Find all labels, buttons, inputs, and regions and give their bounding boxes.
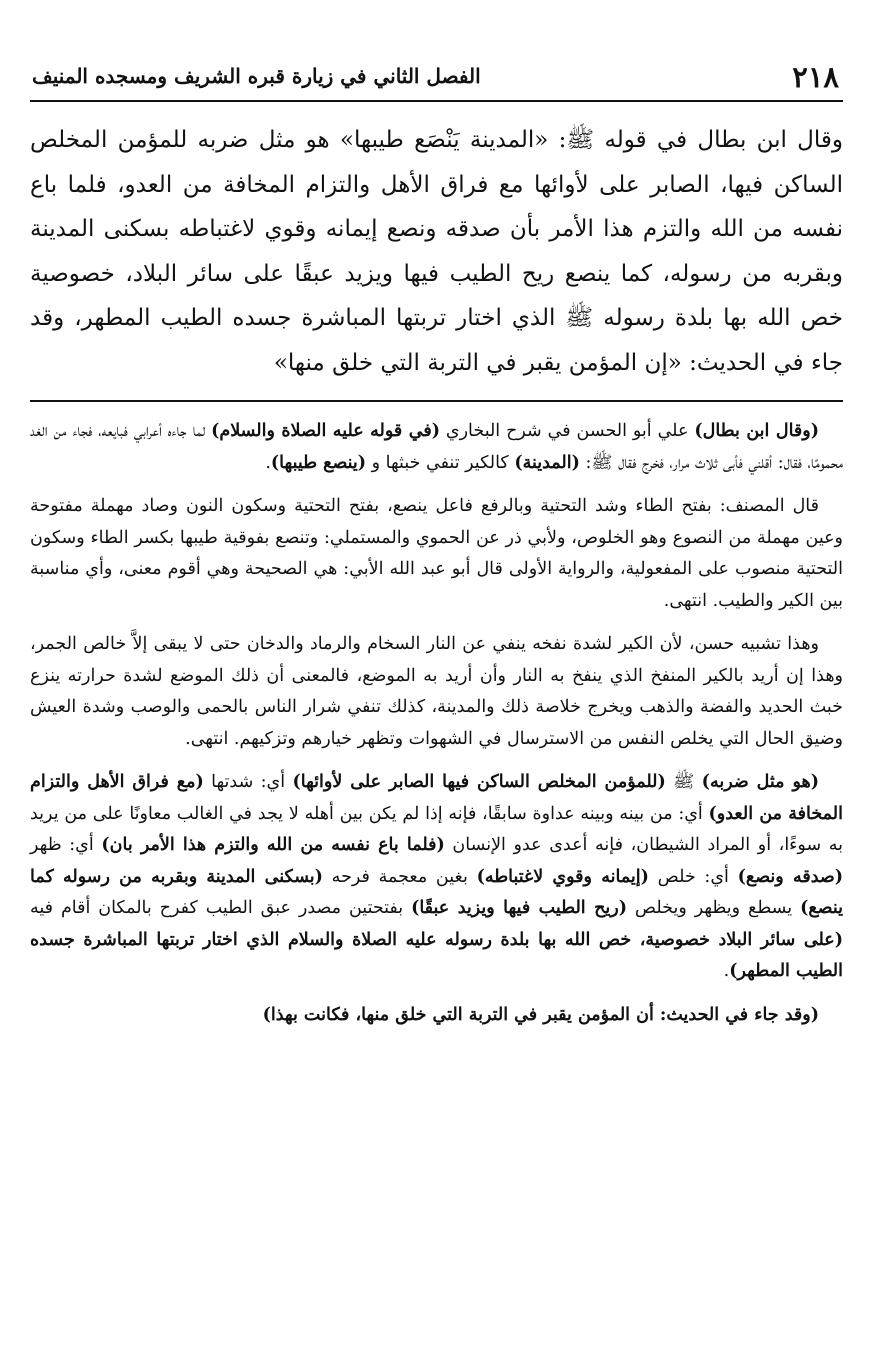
commentary-text: يسطع ويظهر ويخلص [627,898,801,918]
quoted-lemma: (ينصع طيبها) [270,452,367,473]
commentary-text: ﷺ [665,772,702,792]
main-text [30,118,843,385]
commentary-paragraph-3: وهذا تشبيه حسن، لأن الكير لشدة نفخه ينفي عن النار السخام والرماد والدخان حتى لا يبقى إلاَّ خالص الجمر، وهذا إن أريد بالكير المنفخ الذي ينفخ به النار وأن أريد به الموضع، فالمعنى أن ذلك الموضع لشدة حرارته ينزع خبث الحديد والفضة والذهب ويخرج خلاصة ذلك والمدينة، كذلك تنفي شرار الناس بالحمى والوصب وشدة العيش وضيق الحال التي يخلص النفس من الاسترسال في الشهوات وتظهر خيارهم وتزكيهم. انتهى. [30,634,843,749]
commentary-text: بغين معجمة فرحه [322,866,477,887]
quoted-lemma: (في قوله عليه الصلاة والسلام) [211,421,440,441]
commentary [30,416,843,1043]
quoted-lemma: (فلما باع نفسه من الله والتزم هذا الأمر بان) [101,835,445,855]
commentary-text: . [723,961,730,981]
footnote-divider [30,400,843,402]
main-text-paragraph: وقال ابن بطال في قوله ﷺ: «المدينة يَنْصَع طيبها» هو مثل ضربه للمؤمن المخلص الساكن فيها، الصابر على لأوائها مع فراق الأهل والتزام المخافة من العدو، فلما باع نفسه من الله والتزم هذا الأمر بأن صدقه ونصع إيمانه وقوي لاغتباطه بسكنى المدينة وبقربه من رسوله، كما ينصع ريح الطيب فيها ويزيد عبقًا على سائر البلاد، خصوصية خص الله بها بلدة رسوله ﷺ الذي اختار تربتها المباشرة جسده الطيب المطهر، وقد جاء في الحديث: «إن المؤمن يقبر في التربة التي خلق منها» [30,127,843,376]
commentary-text: أي: من بينه وبينه عداوة سابقًا، فإنه إذا لم يكن بين أهله لا يجد في الغالب معاونًا على من يريد به سوءًا، أو المراد الشيطان، فإنه أعدى عدو الإنسان [30,803,843,855]
quoted-lemma: (وقد جاء في الحديث: أن المؤمن يقبر في التربة التي خلق منها، فكانت بهذا) [262,1004,819,1025]
quoted-lemma: (صدقه ونصع) [737,866,844,887]
commentary-text: كالكير تنفي خبثها و [366,452,515,473]
commentary-text: . [265,452,271,473]
commentary-text: لما جاءه أعرابي فبايعه، فجاء من الغد محمومًا، فقال: أقلني فأبى ثلاث مرار، فخرج فقال ﷺ: [30,421,843,473]
page-header [30,60,843,102]
quoted-lemma: (هو مثل ضربه) [701,772,819,792]
commentary-text: أي: خلص [648,866,738,887]
quoted-lemma: (وقال ابن بطال) [694,421,819,441]
quoted-lemma: (مع فراق الأهل والتزام المخافة من العدو) [30,772,843,824]
quoted-lemma: (للمؤمن المخلص الساكن فيها الصابر على لأوائها) [292,772,666,792]
commentary-text: علي أبو الحسن في شرح البخاري [439,421,695,441]
quoted-lemma: (المدينة) [514,452,580,473]
page-number: ٢١٨ [792,60,839,94]
commentary-text: أي: ظهر [30,835,102,855]
commentary-text: أي: شدتها [203,772,293,792]
commentary-paragraph-4 [30,767,843,988]
quoted-lemma: (ريح الطيب فيها ويزيد عبقًا) [411,898,628,918]
commentary-paragraph-1 [30,416,843,479]
quoted-lemma: (إيمانه وقوي لاغتباطه) [476,866,649,887]
commentary-paragraph-5 [30,1000,843,1032]
commentary-paragraph-2: قال المصنف: بفتح الطاء وشد التحتية وبالرفع فاعل ينصع، بفتح التحتية وسكون النون وصاد مهملة مفتوحة وعين مهملة من النصوع وهو الخلوص، ولأبي ذر عن الحموي والمستملي: وتنصع بفوقية طيبها بكسر الطاء وسكون التحتية منصوب على المفعولية، والرواية الأولى قال أبو عبد الله الأبي: هي الصحيحة وهي أقوم معنى، وأي مناسبة بين الكير والطيب. انتهى. [30,496,843,611]
running-title: الفصل الثاني في زيارة قبره الشريف ومسجده المنيف [32,64,481,88]
quoted-lemma: (بسكنى المدينة وبقربه من رسوله كما ينصع) [30,866,843,918]
commentary-text: بفتحتين مصدر عبق الطيب كفرح بالمكان أقام فيه [30,898,412,918]
quoted-lemma: (على سائر البلاد خصوصية، خص الله بها بلدة رسوله عليه الصلاة والسلام الذي اختار تربتها المباشرة جسده الطيب المطهر) [30,929,843,981]
